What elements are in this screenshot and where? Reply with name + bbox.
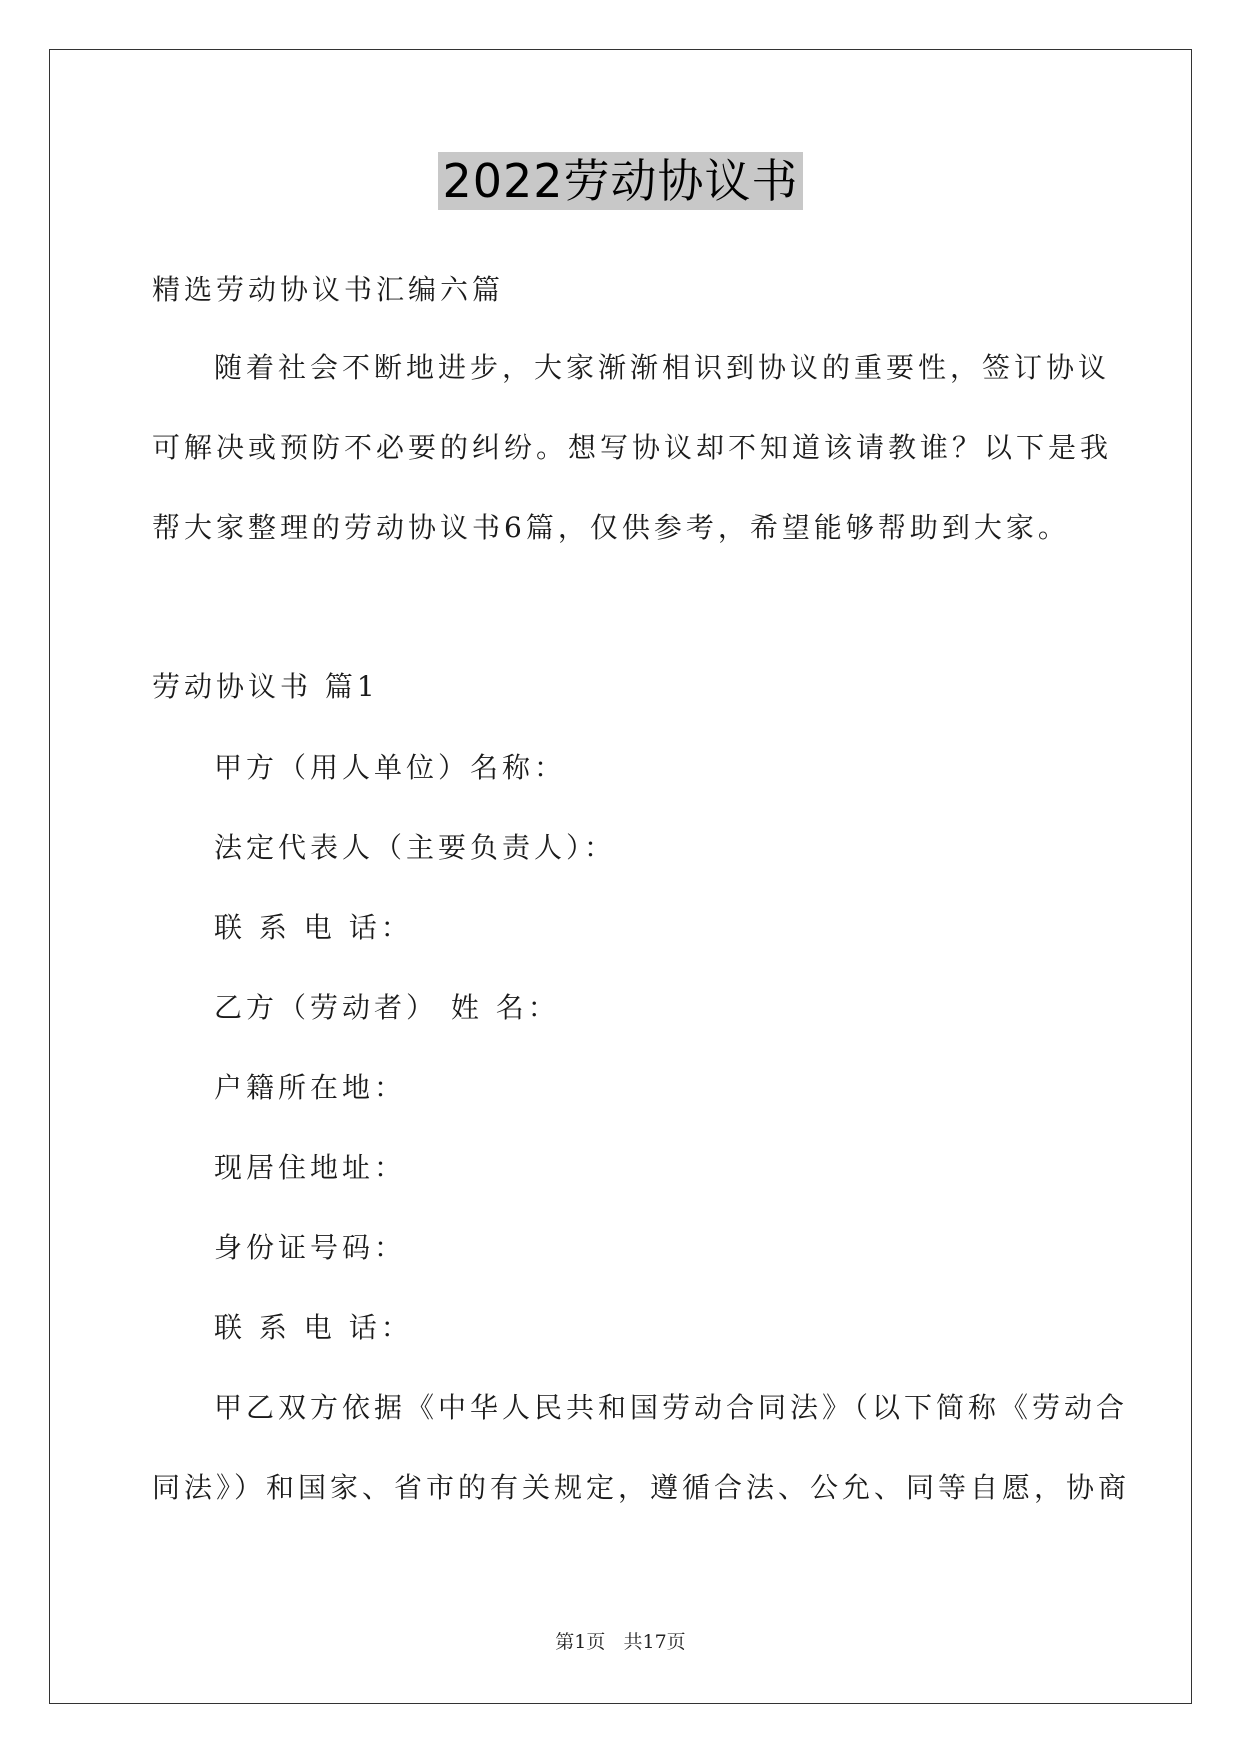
field-employee-name: 乙方（劳动者） 姓 名：: [214, 991, 560, 1024]
intro-line-3: 帮大家整理的劳动协议书6篇，仅供参考，希望能够帮助到大家。: [152, 511, 1070, 544]
title-container: [0, 152, 1241, 210]
page-number-footer: 第1页 共17页: [555, 1631, 686, 1653]
document-title: 2022劳动协议书: [438, 152, 802, 210]
field-current-address: 现居住地址：: [214, 1151, 407, 1184]
section-heading: 劳动协议书 篇1: [152, 670, 379, 703]
intro-line-1: 随着社会不断地进步，大家渐渐相识到协议的重要性，签订协议: [214, 351, 1111, 384]
field-employer-phone: 联 系 电 话：: [214, 911, 413, 944]
field-household-registration: 户籍所在地：: [214, 1071, 407, 1104]
body-line-2: 同法》）和国家、省市的有关规定，遵循合法、公允、同等自愿，协商: [152, 1471, 1131, 1504]
field-id-number: 身份证号码：: [214, 1231, 407, 1264]
field-legal-representative: 法定代表人（主要负责人）：: [214, 831, 617, 864]
document-subtitle: 精选劳动协议书汇编六篇: [152, 273, 505, 306]
field-employer-name: 甲方（用人单位）名称：: [214, 751, 567, 784]
field-employee-phone: 联 系 电 话：: [214, 1311, 413, 1344]
intro-line-2: 可解决或预防不必要的纠纷。想写协议却不知道该请教谁？以下是我: [152, 431, 1113, 464]
body-line-1: 甲乙双方依据《中华人民共和国劳动合同法》（以下简称《劳动合: [214, 1391, 1129, 1424]
